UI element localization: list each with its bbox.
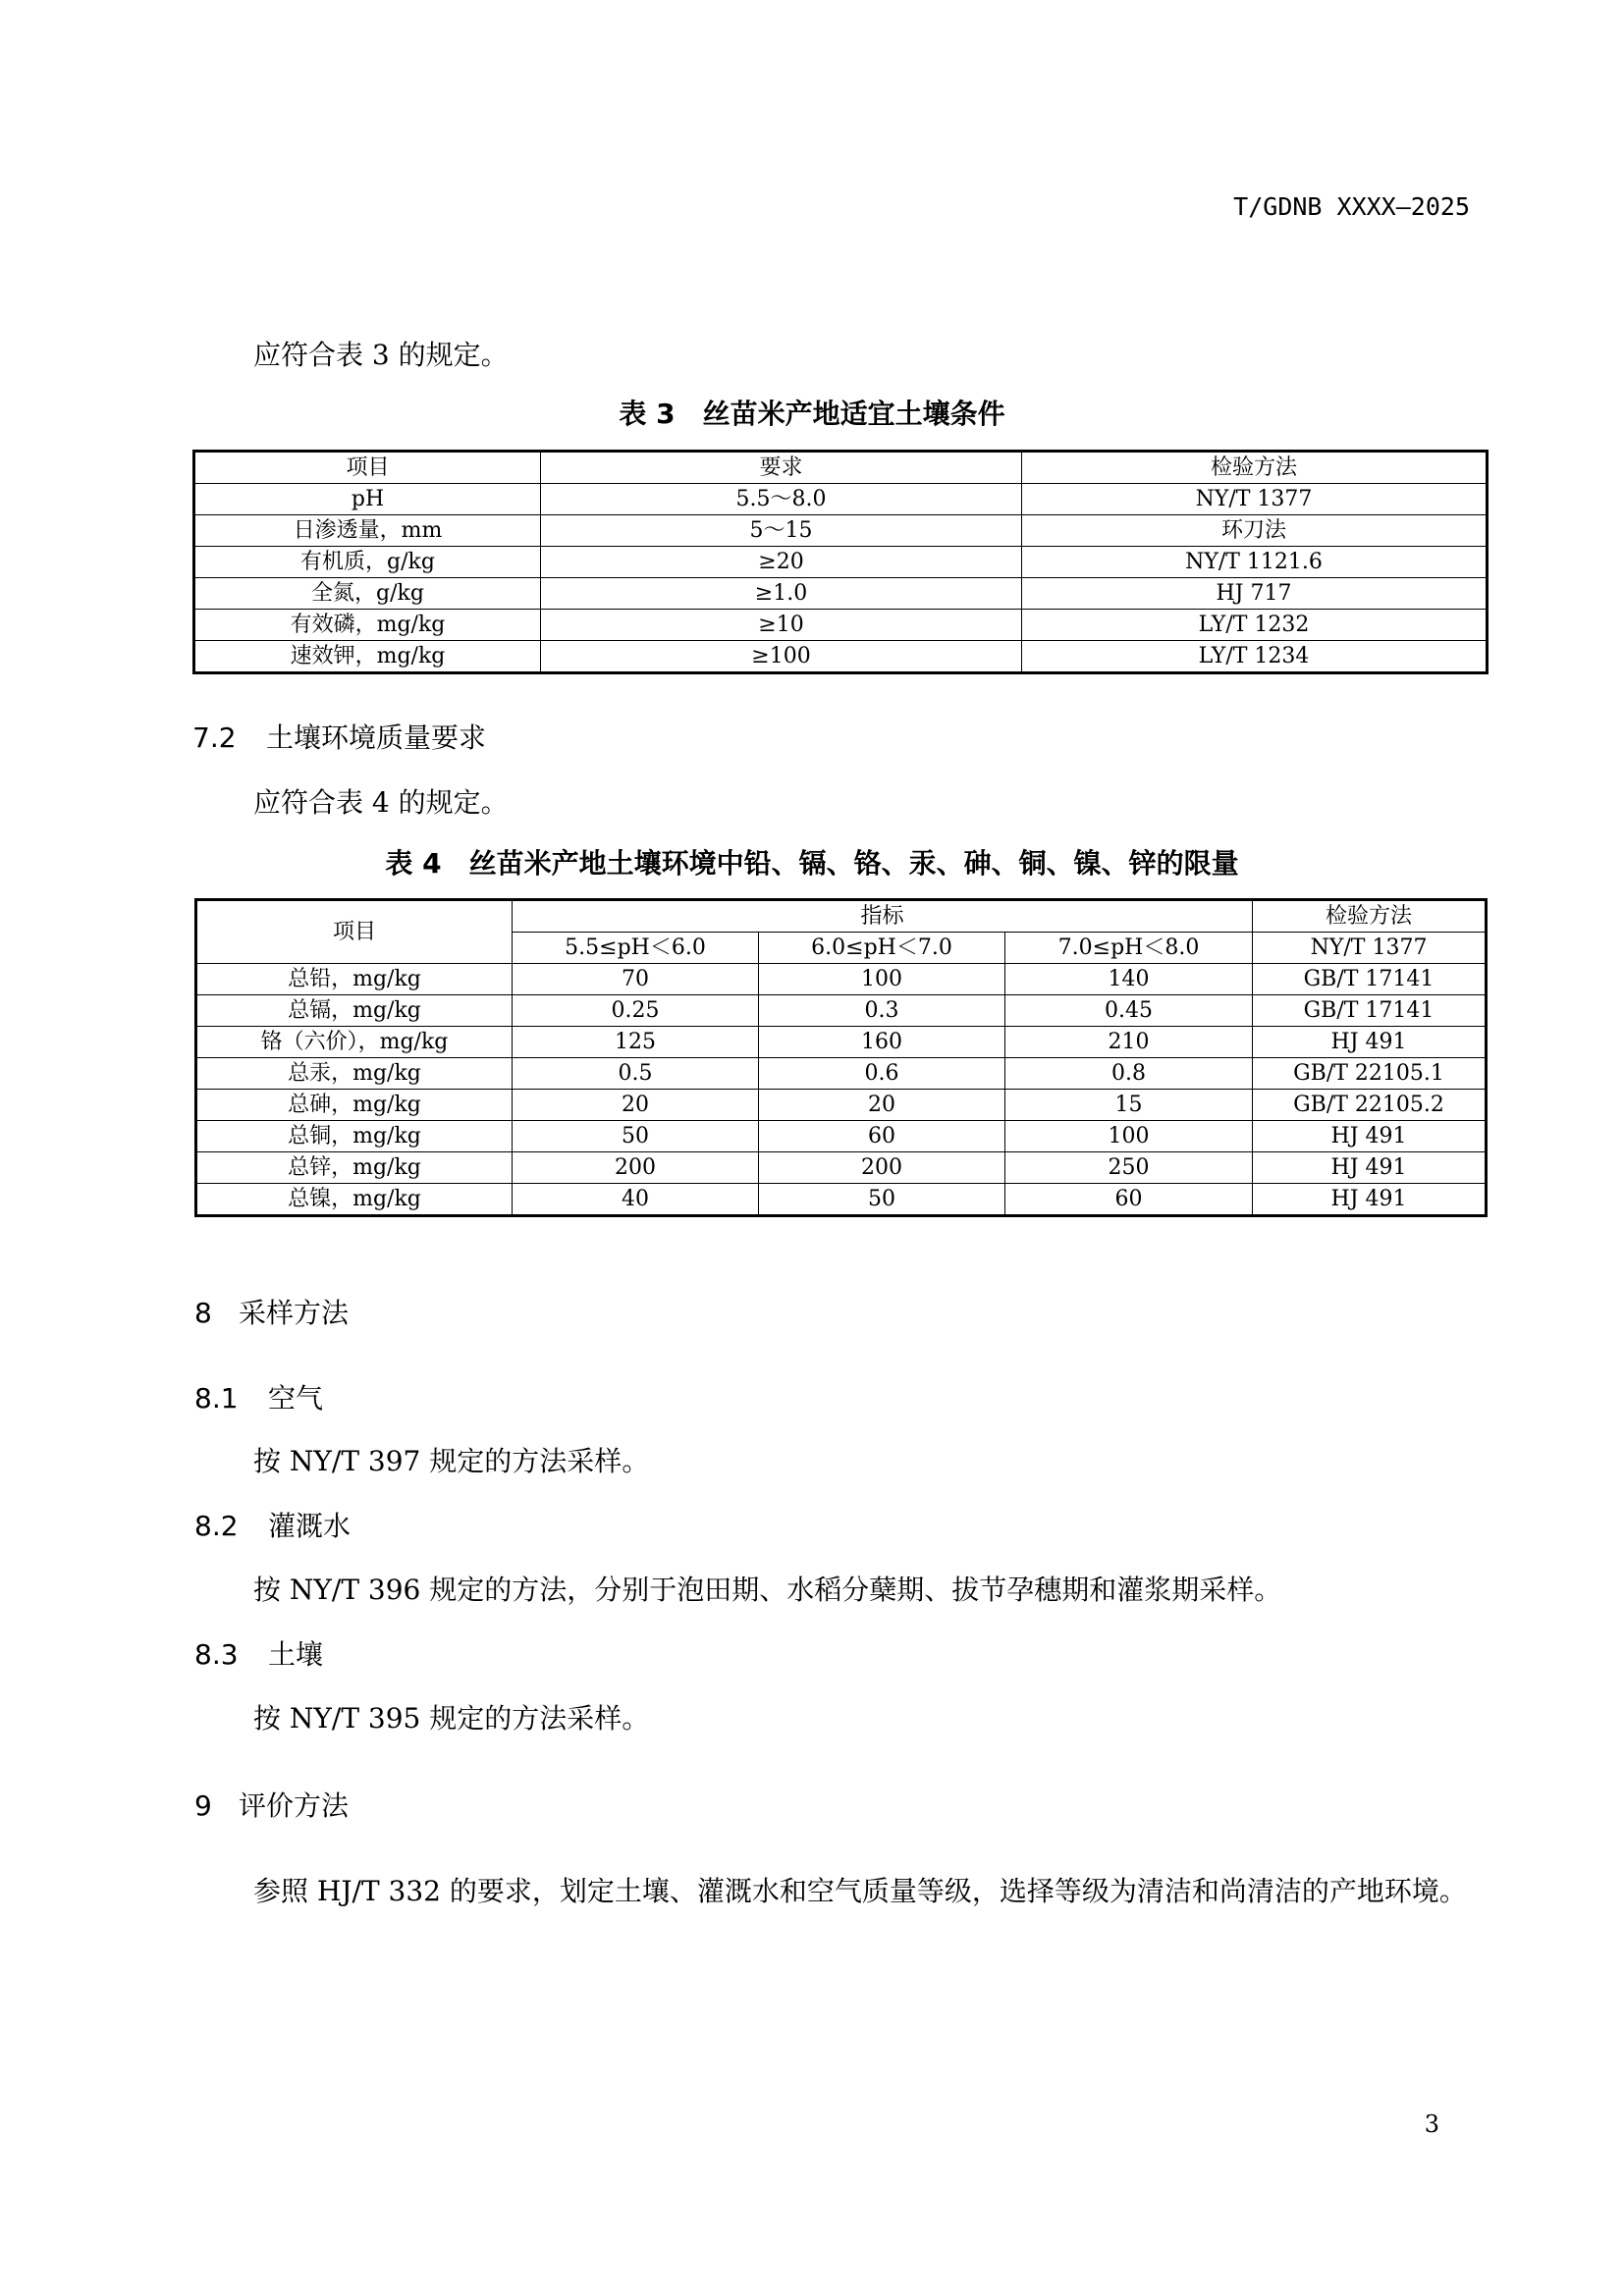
section-8-heading [194,1292,349,1331]
table-cell: 20 [759,1090,1005,1121]
table-cell: HJ 491 [1253,1027,1487,1058]
section-9-body: 参照 HJ/T 332 的要求，划定土壤、灌溉水和空气质量等级，选择等级为清洁和尚清洁的产地环境。 [253,1875,1467,1907]
table-cell: 60 [1005,1184,1253,1216]
section-title: 评价方法 [239,1789,350,1822]
table-header-cell: 检验方法 [1253,900,1487,933]
table-row [196,1090,1487,1121]
table-row [194,547,1488,578]
section-title: 土壤 [268,1638,324,1671]
table-cell: ≥20 [541,547,1022,578]
table-row [196,1027,1487,1058]
table-cell: NY/T 1377 [1022,484,1488,515]
table-row [196,1121,1487,1152]
table-cell: 5～15 [541,515,1022,547]
page-number: 3 [1424,2110,1439,2138]
table-cell: 250 [1005,1152,1253,1184]
table-cell: 50 [513,1121,759,1152]
table-cell: 40 [513,1184,759,1216]
table-cell: GB/T 22105.1 [1253,1058,1487,1090]
table-header-row [196,900,1487,933]
table-cell: 5.5～8.0 [541,484,1022,515]
table-header-row [194,452,1488,484]
table-row [194,484,1488,515]
table-cell: 有机质，g/kg [194,547,541,578]
table-header-cell: 要求 [541,452,1022,484]
section-number: 8.3 [194,1638,239,1671]
table-cell: 总铜，mg/kg [196,1121,513,1152]
table-cell: 全氮，g/kg [194,578,541,610]
table-cell: 总砷，mg/kg [196,1090,513,1121]
section-7-2-heading [192,717,486,756]
table-cell: 140 [1005,964,1253,995]
table-cell: 15 [1005,1090,1253,1121]
section-8-1-body: 按 NY/T 397 规定的方法采样。 [253,1445,650,1477]
table-cell: 200 [513,1152,759,1184]
section-number: 8.2 [194,1510,239,1542]
table4-caption: 表 4 丝苗米产地土壤环境中铅、镉、铬、汞、砷、铜、镍、锌的限量 [385,847,1239,880]
table-header-cell: 6.0≤pH＜7.0 [759,933,1005,964]
table-cell: ≥100 [541,641,1022,673]
table-header-cell: 指标 [513,900,1253,933]
table4 [194,898,1488,1217]
table-cell: ≥1.0 [541,578,1022,610]
table-cell: LY/T 1234 [1022,641,1488,673]
table-cell: 总镉，mg/kg [196,995,513,1027]
section-8-1-heading [194,1377,323,1416]
table-cell: LY/T 1232 [1022,610,1488,641]
table-row [194,641,1488,673]
section-8-3-heading [194,1633,323,1673]
table-cell: HJ 491 [1253,1152,1487,1184]
table-cell: HJ 491 [1253,1121,1487,1152]
table-header-cell: 5.5≤pH＜6.0 [513,933,759,964]
table-cell: HJ 717 [1022,578,1488,610]
table-cell: 60 [759,1121,1005,1152]
table-cell: 总铅，mg/kg [196,964,513,995]
table-cell: 0.6 [759,1058,1005,1090]
table-cell: 0.45 [1005,995,1253,1027]
table-row [194,610,1488,641]
table-cell: 0.3 [759,995,1005,1027]
table-cell: 总镍，mg/kg [196,1184,513,1216]
table4-intro: 应符合表 4 的规定。 [253,786,509,819]
table-cell: GB/T 22105.2 [1253,1090,1487,1121]
table-cell: 有效磷，mg/kg [194,610,541,641]
section-title: 灌溉水 [268,1510,352,1542]
table-header-cell: 项目 [194,452,541,484]
table3-caption: 表 3 丝苗米产地适宜土壤条件 [619,398,1005,430]
table-cell: 20 [513,1090,759,1121]
table-header-cell: NY/T 1377 [1253,933,1487,964]
table-header-cell: 项目 [196,900,513,964]
table-cell: NY/T 1121.6 [1022,547,1488,578]
table-cell: 50 [759,1184,1005,1216]
table-cell: 200 [759,1152,1005,1184]
table-row [196,995,1487,1027]
table-cell: 0.25 [513,995,759,1027]
table-cell: 160 [759,1027,1005,1058]
section-number: 8 [194,1297,212,1329]
table-row [194,515,1488,547]
table-cell: 速效钾，mg/kg [194,641,541,673]
table-cell: 总汞，mg/kg [196,1058,513,1090]
section-8-3-body: 按 NY/T 395 规定的方法采样。 [253,1702,650,1735]
table-cell: 100 [759,964,1005,995]
section-title: 土壤环境质量要求 [266,721,487,754]
table-row [196,1152,1487,1184]
table-cell: pH [194,484,541,515]
table-row [194,578,1488,610]
section-8-2-heading [194,1505,351,1544]
table3-intro: 应符合表 3 的规定。 [253,339,509,371]
table-cell: 0.8 [1005,1058,1253,1090]
table-cell: HJ 491 [1253,1184,1487,1216]
table-row [196,964,1487,995]
section-9-heading [194,1785,349,1824]
table-cell: 100 [1005,1121,1253,1152]
table-cell: GB/T 17141 [1253,995,1487,1027]
table-row [196,1184,1487,1216]
table-cell: 环刀法 [1022,515,1488,547]
section-title: 空气 [268,1382,324,1415]
table-header-cell: 检验方法 [1022,452,1488,484]
table-cell: 0.5 [513,1058,759,1090]
table-cell: 70 [513,964,759,995]
section-number: 7.2 [192,721,237,754]
table3 [192,450,1489,674]
section-number: 9 [194,1789,212,1822]
table-cell: 日渗透量，mm [194,515,541,547]
table-cell: 总锌，mg/kg [196,1152,513,1184]
table-header-cell: 7.0≤pH＜8.0 [1005,933,1253,964]
section-8-2-body: 按 NY/T 396 规定的方法，分别于泡田期、水稻分蘖期、拔节孕穗期和灌浆期采样。 [253,1574,1282,1606]
table-cell: 125 [513,1027,759,1058]
table-cell: 210 [1005,1027,1253,1058]
table-cell: ≥10 [541,610,1022,641]
section-number: 8.1 [194,1382,239,1415]
table-cell: GB/T 17141 [1253,964,1487,995]
standard-code: T/GDNB XXXX—2025 [1233,192,1470,221]
table-cell: 铬（六价），mg/kg [196,1027,513,1058]
table-row [196,1058,1487,1090]
section-title: 采样方法 [239,1297,350,1329]
